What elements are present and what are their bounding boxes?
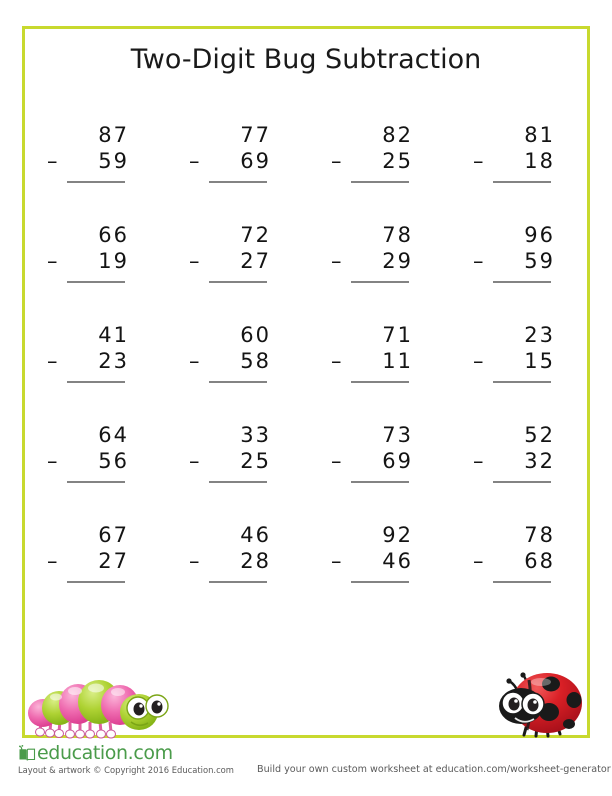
answer-blank[interactable] [493, 381, 551, 383]
answer-blank[interactable] [493, 581, 551, 583]
minuend: 92 [382, 523, 413, 547]
minus-operator-icon: – [473, 249, 484, 273]
subtraction-line [187, 248, 283, 274]
subtraction-line [471, 548, 567, 574]
subtrahend: 28 [240, 549, 271, 573]
minus-operator-icon: – [47, 449, 58, 473]
problem-row [22, 422, 590, 522]
subtraction-line [187, 448, 283, 474]
minuend: 46 [240, 523, 271, 547]
subtrahend: 59 [524, 249, 555, 273]
minus-operator-icon: – [189, 449, 200, 473]
minus-operator-icon: – [473, 349, 484, 373]
problem-cell [22, 122, 164, 222]
answer-blank[interactable] [493, 481, 551, 483]
problem-cell [448, 122, 590, 222]
minus-operator-icon: – [47, 149, 58, 173]
answer-blank[interactable] [67, 481, 125, 483]
minuend: 87 [98, 123, 129, 147]
subtraction-line [329, 248, 425, 274]
minuend: 73 [382, 423, 413, 447]
answer-blank[interactable] [351, 581, 409, 583]
minuend: 72 [240, 223, 271, 247]
problem-row [22, 522, 590, 622]
subtrahend: 32 [524, 449, 555, 473]
problem-cell [164, 322, 306, 422]
problem-cell [22, 422, 164, 522]
subtrahend: 69 [240, 149, 271, 173]
subtrahend: 11 [382, 349, 413, 373]
minus-operator-icon: – [189, 349, 200, 373]
problem-row [22, 222, 590, 322]
subtrahend: 46 [382, 549, 413, 573]
minuend: 60 [240, 323, 271, 347]
subtrahend: 27 [240, 249, 271, 273]
subtraction-line [471, 148, 567, 174]
minuend: 77 [240, 123, 271, 147]
subtraction-line [329, 448, 425, 474]
answer-blank[interactable] [351, 481, 409, 483]
answer-blank[interactable] [493, 181, 551, 183]
minuend: 41 [98, 323, 129, 347]
subtrahend: 15 [524, 349, 555, 373]
subtraction-line [329, 348, 425, 374]
problem-cell [448, 522, 590, 622]
problem-row [22, 122, 590, 222]
subtraction-line [45, 148, 141, 174]
minus-operator-icon: – [47, 349, 58, 373]
subtraction-line [45, 548, 141, 574]
minus-operator-icon: – [189, 249, 200, 273]
answer-blank[interactable] [209, 381, 267, 383]
answer-blank[interactable] [351, 381, 409, 383]
problem-cell [306, 122, 448, 222]
answer-blank[interactable] [67, 581, 125, 583]
problem-cell [164, 522, 306, 622]
subtraction-line [329, 148, 425, 174]
subtraction-line [187, 148, 283, 174]
subtrahend: 25 [382, 149, 413, 173]
minuend: 64 [98, 423, 129, 447]
minuend: 78 [524, 523, 555, 547]
answer-blank[interactable] [67, 181, 125, 183]
ladybug-illustration [489, 668, 589, 740]
problem-cell [306, 222, 448, 322]
subtraction-line [329, 548, 425, 574]
problem-cell [22, 322, 164, 422]
minus-operator-icon: – [331, 349, 342, 373]
subtrahend: 56 [98, 449, 129, 473]
open-book-icon [18, 745, 36, 763]
page-title: Two-Digit Bug Subtraction [130, 44, 482, 75]
answer-blank[interactable] [351, 181, 409, 183]
minuend: 71 [382, 323, 413, 347]
minuend: 81 [524, 123, 555, 147]
subtrahend: 25 [240, 449, 271, 473]
problem-cell [164, 122, 306, 222]
subtraction-line [45, 448, 141, 474]
minus-operator-icon: – [331, 249, 342, 273]
minus-operator-icon: – [331, 549, 342, 573]
problem-cell [306, 522, 448, 622]
answer-blank[interactable] [493, 281, 551, 283]
subtrahend: 19 [98, 249, 129, 273]
problem-row [22, 322, 590, 422]
subtrahend: 27 [98, 549, 129, 573]
subtraction-line [187, 548, 283, 574]
problem-cell [22, 522, 164, 622]
minuend: 52 [524, 423, 555, 447]
subtrahend: 58 [240, 349, 271, 373]
problem-cell [306, 322, 448, 422]
answer-blank[interactable] [209, 181, 267, 183]
subtrahend: 68 [524, 549, 555, 573]
minus-operator-icon: – [189, 149, 200, 173]
copyright-text: Layout & artwork © Copyright 2016 Education.com [18, 765, 234, 775]
subtrahend: 23 [98, 349, 129, 373]
minus-operator-icon: – [189, 549, 200, 573]
subtrahend: 18 [524, 149, 555, 173]
minuend: 66 [98, 223, 129, 247]
minuend: 33 [240, 423, 271, 447]
problem-cell [164, 422, 306, 522]
answer-blank[interactable] [67, 381, 125, 383]
problem-cell [448, 322, 590, 422]
answer-blank[interactable] [67, 281, 125, 283]
subtraction-line [187, 348, 283, 374]
minus-operator-icon: – [473, 449, 484, 473]
minuend: 78 [382, 223, 413, 247]
subtraction-line [45, 248, 141, 274]
minus-operator-icon: – [331, 449, 342, 473]
answer-blank[interactable] [209, 281, 267, 283]
minus-operator-icon: – [473, 549, 484, 573]
problem-cell [448, 422, 590, 522]
problems-grid [22, 122, 590, 622]
problem-cell [448, 222, 590, 322]
problem-cell [164, 222, 306, 322]
caterpillar-illustration [26, 668, 176, 740]
minuend: 82 [382, 123, 413, 147]
minuend: 67 [98, 523, 129, 547]
subtrahend: 29 [382, 249, 413, 273]
answer-blank[interactable] [209, 581, 267, 583]
minus-operator-icon: – [47, 249, 58, 273]
minuend: 96 [524, 223, 555, 247]
subtraction-line [471, 248, 567, 274]
minus-operator-icon: – [331, 149, 342, 173]
subtrahend: 59 [98, 149, 129, 173]
education-logo[interactable] [18, 744, 173, 763]
minus-operator-icon: – [473, 149, 484, 173]
promo-text: Build your own custom worksheet at education.com/worksheet-generator [257, 764, 611, 775]
subtraction-line [45, 348, 141, 374]
answer-blank[interactable] [351, 281, 409, 283]
problem-cell [306, 422, 448, 522]
answer-blank[interactable] [209, 481, 267, 483]
subtraction-line [471, 348, 567, 374]
minus-operator-icon: – [47, 549, 58, 573]
minuend: 23 [524, 323, 555, 347]
subtrahend: 69 [382, 449, 413, 473]
problem-cell [22, 222, 164, 322]
education-logo-text: education.com [37, 742, 173, 764]
subtraction-line [471, 448, 567, 474]
